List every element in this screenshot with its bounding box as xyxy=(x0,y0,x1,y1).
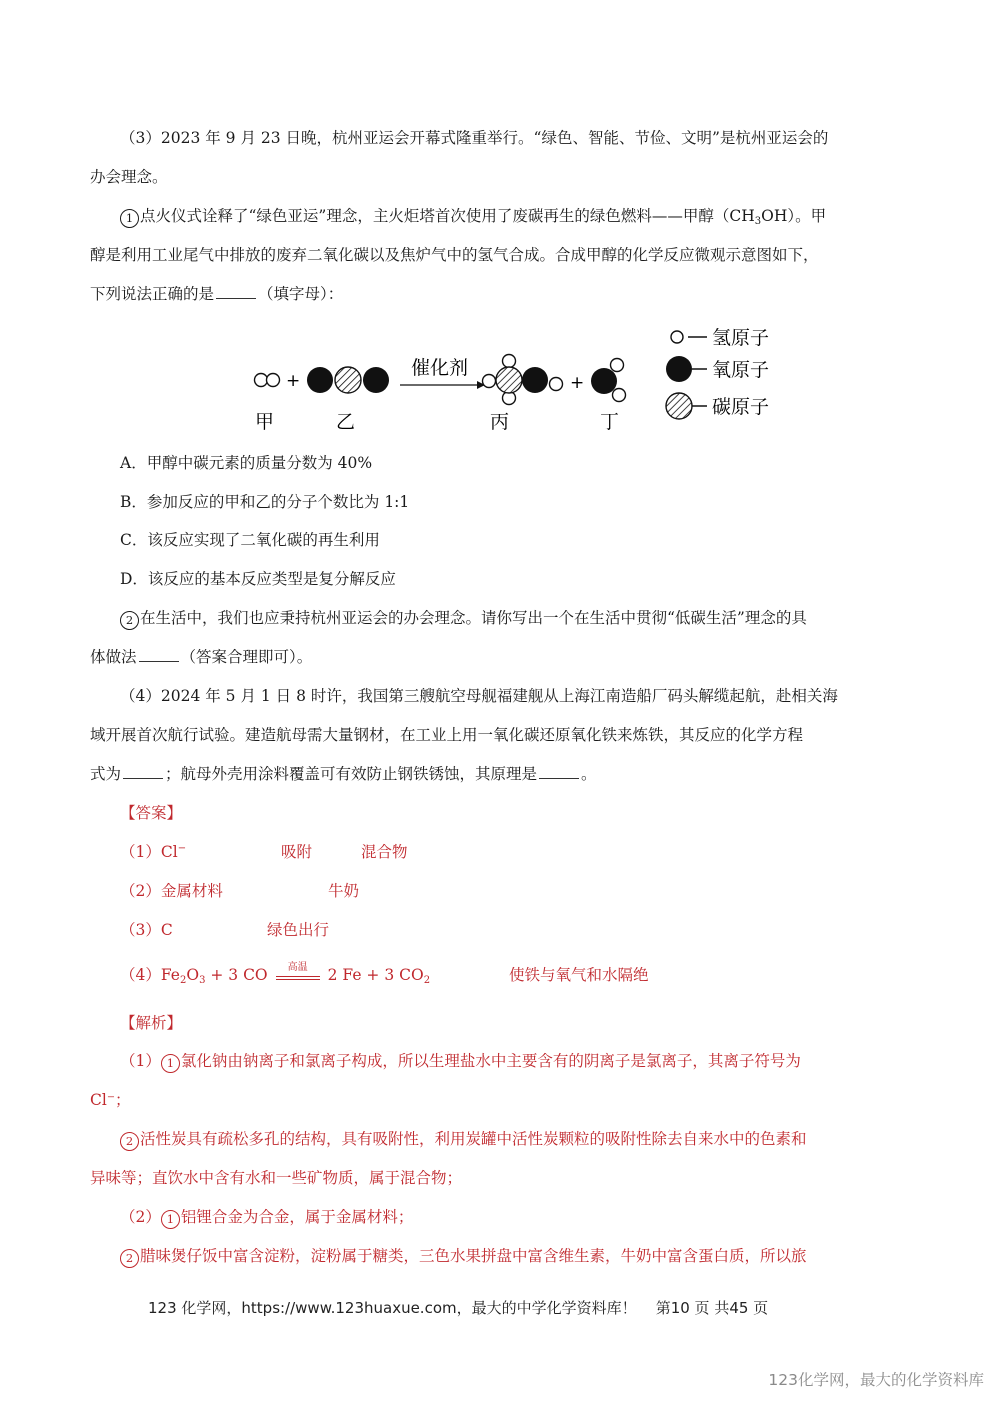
label-jia: 甲 xyxy=(255,411,275,433)
legend-carbon-label: 碳原子 xyxy=(712,396,770,418)
analysis-p1-line2: Cl⁻； xyxy=(90,1091,131,1109)
answer-row-4 xyxy=(120,962,649,986)
q4-line2: 域开展首次航行试验。建造航母需大量钢材，在工业上用一氧化碳还原氧化铁来炼铁，其反应的化学方程 xyxy=(90,726,804,744)
answer-row-1 xyxy=(120,842,408,862)
legend-carbon-icon xyxy=(666,393,692,419)
text: + 3 CO xyxy=(205,966,268,984)
q3-p2-line1 xyxy=(120,608,807,630)
text: 体做法 xyxy=(90,648,137,666)
reaction-condition xyxy=(276,962,320,980)
option-a: A．甲醇中碳元素的质量分数为 40% xyxy=(120,454,373,472)
analysis-p2-line2: 异味等；直饮水中含有水和一些矿物质，属于混合物； xyxy=(90,1169,463,1187)
text: （答案合理即可）。 xyxy=(180,648,313,666)
answer-value: 绿色出行 xyxy=(267,921,330,939)
hydrogen-atom xyxy=(267,374,280,387)
plus-sign: + xyxy=(286,371,301,391)
q3-intro-line2: 办会理念。 xyxy=(90,168,168,186)
reaction-diagram xyxy=(245,318,790,440)
text: （填字母）： xyxy=(258,285,344,303)
circled-number: 1 xyxy=(161,1210,180,1229)
answer-value: 牛奶 xyxy=(328,882,360,900)
option-c: C．该反应实现了二氧化碳的再生利用 xyxy=(120,531,380,549)
text: ；航母外壳用涂料覆盖可有效防止钢铁锈蚀，其原理是 xyxy=(165,765,538,783)
circled-number: 2 xyxy=(120,611,139,630)
answer-value: C xyxy=(160,921,173,939)
row-number: （4） xyxy=(120,966,161,984)
molecule-jia-h2 xyxy=(255,374,280,387)
answer-value: 混合物 xyxy=(361,843,408,861)
q4-line1: （4）2024 年 5 月 1 日 8 时许，我国第三艘航空母舰福建舰从上海江南造船厂码头解缆起航，赴相关海 xyxy=(120,687,838,705)
catalyst-label: 催化剂 xyxy=(411,357,469,379)
q3-p2-line2 xyxy=(90,647,312,667)
analysis-heading: 【解析】 xyxy=(120,1014,183,1032)
label-yi: 乙 xyxy=(336,411,356,433)
oxygen-atom xyxy=(522,367,548,393)
text: （1） xyxy=(120,1052,161,1070)
hydrogen-atom xyxy=(503,355,516,368)
text: O xyxy=(186,966,200,984)
subscript: 3 xyxy=(199,975,206,986)
text: 下列说法正确的是 xyxy=(90,285,215,303)
footer-text: 123 化学网，https://www.123huaxue.com，最大的中学化学资料库！ xyxy=(148,1299,637,1317)
analysis-p4 xyxy=(120,1246,807,1268)
text: Fe xyxy=(160,966,180,984)
legend-oxygen-icon xyxy=(666,356,692,382)
answer-value: 使铁与氧气和水隔绝 xyxy=(509,966,649,984)
text: 。 xyxy=(581,765,597,783)
answer-value: 金属材料 xyxy=(160,882,223,900)
subscript: 2 xyxy=(179,975,187,986)
molecule-bing-ch3oh xyxy=(483,355,563,405)
text: 在生活中，我们也应秉持杭州亚运会的办会理念。请你写出一个在生活中贯彻“低碳生活”理念的具 xyxy=(140,609,807,627)
circled-number: 1 xyxy=(161,1054,180,1073)
text: 式为 xyxy=(90,765,122,783)
q3-p1-line2: 醇是利用工业尾气中排放的废弃二氧化碳以及焦炉气中的氢气合成。合成甲醇的化学反应微观示意图如下， xyxy=(90,246,819,264)
answer-heading: 【答案】 xyxy=(120,804,183,822)
carbon-atom xyxy=(335,367,361,393)
legend xyxy=(666,327,769,419)
answer-value: Cl xyxy=(160,843,178,861)
circled-number: 1 xyxy=(120,209,139,228)
hydrogen-atom xyxy=(613,389,626,402)
hydrogen-atom xyxy=(483,375,496,388)
q3-p1-line3 xyxy=(90,284,343,304)
text: 腊味煲仔饭中富含淀粉，淀粉属于糖类，三色水果拼盘中富含维生素，牛奶中富含蛋白质，所以旅 xyxy=(140,1247,807,1265)
text: 2 Fe + 3 CO xyxy=(327,966,424,984)
oxygen-atom xyxy=(363,367,389,393)
condition-label: 高温 xyxy=(287,962,308,973)
answer-row-2 xyxy=(120,881,360,901)
q4-line3 xyxy=(90,764,597,784)
text: 氯化钠由钠离子和氯离子构成，所以生理盐水中主要含有的阴离子是氯离子，其离子符号为 xyxy=(180,1052,801,1070)
text: OH）。甲 xyxy=(761,207,827,225)
equation xyxy=(160,962,431,986)
text: （2） xyxy=(120,1208,161,1226)
legend-hydrogen-label: 氢原子 xyxy=(712,327,770,349)
row-number: （1） xyxy=(120,843,161,861)
hydrogen-atom xyxy=(550,378,563,391)
legend-oxygen-label: 氧原子 xyxy=(712,359,770,381)
row-number: （3） xyxy=(120,921,161,939)
option-d: D．该反应的基本反应类型是复分解反应 xyxy=(120,570,396,588)
label-bing: 丙 xyxy=(490,411,510,433)
subscript: 3 xyxy=(754,216,762,227)
oxygen-atom xyxy=(307,367,333,393)
answer-blank[interactable] xyxy=(139,647,179,662)
watermark: 123化学网，最大的化学资料库 xyxy=(768,1371,984,1389)
q3-p1-line1 xyxy=(120,206,826,228)
row-number: （2） xyxy=(120,882,161,900)
answer-blank[interactable] xyxy=(123,764,163,779)
subscript: 2 xyxy=(423,975,431,986)
answer-blank[interactable] xyxy=(216,284,256,299)
answer-value: 吸附 xyxy=(281,843,313,861)
text: 活性炭具有疏松多孔的结构，具有吸附性，利用炭罐中活性炭颗粒的吸附性除去自来水中的色素和 xyxy=(140,1130,807,1148)
analysis-p3 xyxy=(120,1207,413,1229)
label-ding: 丁 xyxy=(600,411,620,433)
circled-number: 2 xyxy=(120,1249,139,1268)
superscript: − xyxy=(177,843,187,854)
answer-row-3 xyxy=(120,920,330,940)
hydrogen-atom xyxy=(255,374,268,387)
text: 铝锂合金为合金，属于金属材料； xyxy=(180,1208,414,1226)
option-b: B．参加反应的甲和乙的分子个数比为 1:1 xyxy=(120,493,410,511)
analysis-p2-line1 xyxy=(120,1129,807,1151)
analysis-p1-line1 xyxy=(120,1051,801,1073)
page-footer xyxy=(148,1297,768,1318)
carbon-atom xyxy=(496,367,522,393)
hydrogen-atom xyxy=(611,359,624,372)
legend-hydrogen-icon xyxy=(671,331,683,343)
answer-blank[interactable] xyxy=(539,764,579,779)
plus-sign: + xyxy=(570,373,585,393)
text: 点火仪式诠释了“绿色亚运”理念，主火炬塔首次使用了废碳再生的绿色燃料——甲醇（CH xyxy=(140,207,755,225)
page-number: 第10 页 共45 页 xyxy=(655,1299,769,1317)
molecule-yi-co2 xyxy=(307,367,389,393)
oxygen-atom xyxy=(591,368,617,394)
molecule-ding-h2o xyxy=(591,359,626,402)
circled-number: 2 xyxy=(120,1132,139,1151)
q3-intro-line1: （3）2023 年 9 月 23 日晚，杭州亚运会开幕式隆重举行。“绿色、智能、节俭、文明”是杭州亚运会的 xyxy=(120,129,829,147)
